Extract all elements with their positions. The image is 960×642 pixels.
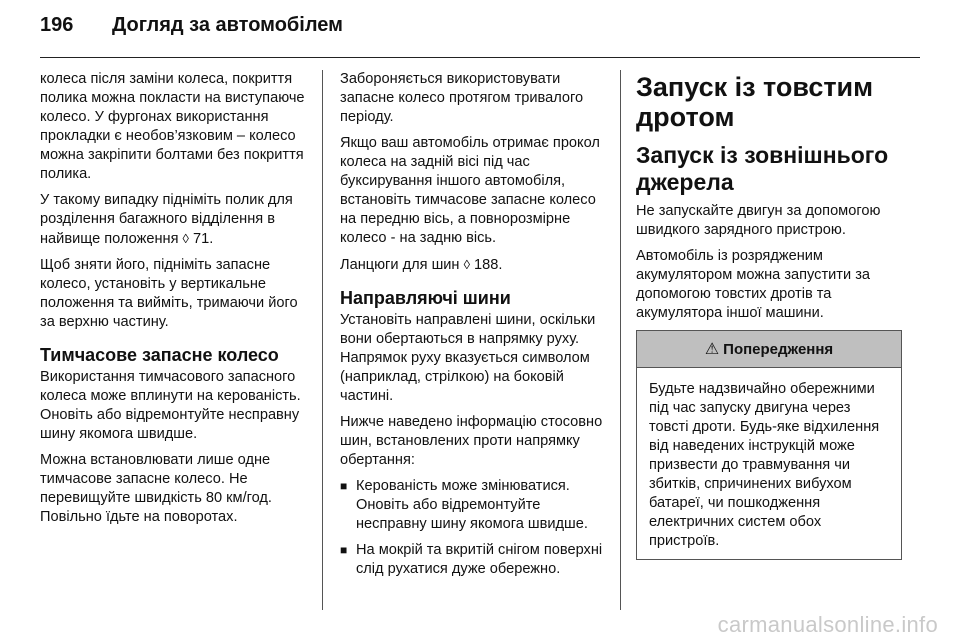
column-divider-2 [620,70,621,610]
paragraph: Нижче наведено інформацію стосовно шин, встановлених проти напрямку обертання: [340,414,603,468]
paragraph: колеса після заміни колеса, покриття полика можна покласти на виступаюче колесо. У фургонах використання прокладки є необов’язковим – колесо можна закріпити болтами без покриття полика. [40,71,305,182]
column-divider-1 [322,70,323,610]
page-reference-link[interactable]: 71. [188,231,214,247]
bullet-list [340,477,610,579]
column-middle [340,70,610,586]
paragraph-text: Ланцюги для шин [340,257,464,273]
section-heading-temporary-spare: Тимчасове запасне колесо [40,345,279,365]
warning-body: Будьте надзвичайно обережними під час запуску двигуна через товсті дроти. Будь-яке відхилення від наведених інструкцій може призвести до травмування чи збитків, спричинених вибухом батареї, чи пошкодження електричних систем обох пристроїв. [649,381,880,549]
watermark: carmanualsonline.info [717,612,938,637]
warning-triangle-icon: ⚠ [704,340,720,358]
paragraph: Не запускайте двигун за допомогою швидкого зарядного пристрою. [636,203,881,238]
paragraph: Автомобіль із розрядженим акумулятором можна запустити за допомогою товстих дротів та акумулятора іншої машини. [636,248,870,321]
warning-header [637,331,901,368]
warning-title: Попередження [723,340,834,358]
list-item [340,541,610,579]
column-left [40,70,308,534]
paragraph: Установіть направлені шини, оскільки вони обертаються в напрямку руху. Напрямок руху вказується символом (наприклад, стрілкою) на боковій частині. [340,312,596,404]
list-item-text: На мокрій та вкритій снігом поверхні слід рухатися дуже обережно. [356,542,603,577]
page-header [40,14,343,46]
paragraph [340,255,610,275]
paragraph-text: У такому випадку підніміть полик для розділення багажного відділення в найвище положення [40,192,293,247]
paragraph: Забороняється використовувати запасне колесо протягом тривалого періоду. [340,71,584,125]
paragraph: Якщо ваш автомобіль отримає прокол колеса на задній вісі під час буксирування іншого автомобіля, встановіть тимчасове запасне колесо на передню вісь, а повнорозмірне колесо - на задню вісь. [340,135,600,246]
page-number: 196 [40,14,74,36]
page-reference-icon: ◊ [463,257,470,272]
paragraph [40,191,308,249]
paragraph: Можна встановлювати лише одне тимчасове запасне колесо. Не перевищуйте швидкість 80 км/год. Повільно їдьте на поворотах. [40,452,272,525]
paragraph: Щоб зняти його, підніміть запасне колесо, установіть у вертикальне положення та вийміть, тримаючи його за верхню частину. [40,257,298,330]
section-title-jump-start: Запуск із товстим дротом [636,72,874,132]
header-rule [40,57,920,58]
list-item-text: Керованість може змінюватися. Оновіть або відремонтуйте несправну шину якомога швидше. [356,478,588,532]
list-item [340,477,610,534]
section-subtitle-external-source: Запуск із зовнішнього джерела [636,142,889,195]
column-right [636,70,902,560]
bullet-square-icon: ■ [340,543,348,557]
page-reference-link[interactable]: 188. [470,257,503,273]
section-heading-directional-tyres: Направляючі шини [340,288,511,308]
warning-box [636,330,902,560]
bullet-square-icon: ■ [340,479,348,493]
page-reference-icon: ◊ [182,231,189,246]
page-title: Догляд за автомобілем [112,14,343,36]
paragraph: Використання тимчасового запасного колеса може вплинути на керованість. Оновіть або відремонтуйте несправну шину якомога швидше. [40,369,301,442]
